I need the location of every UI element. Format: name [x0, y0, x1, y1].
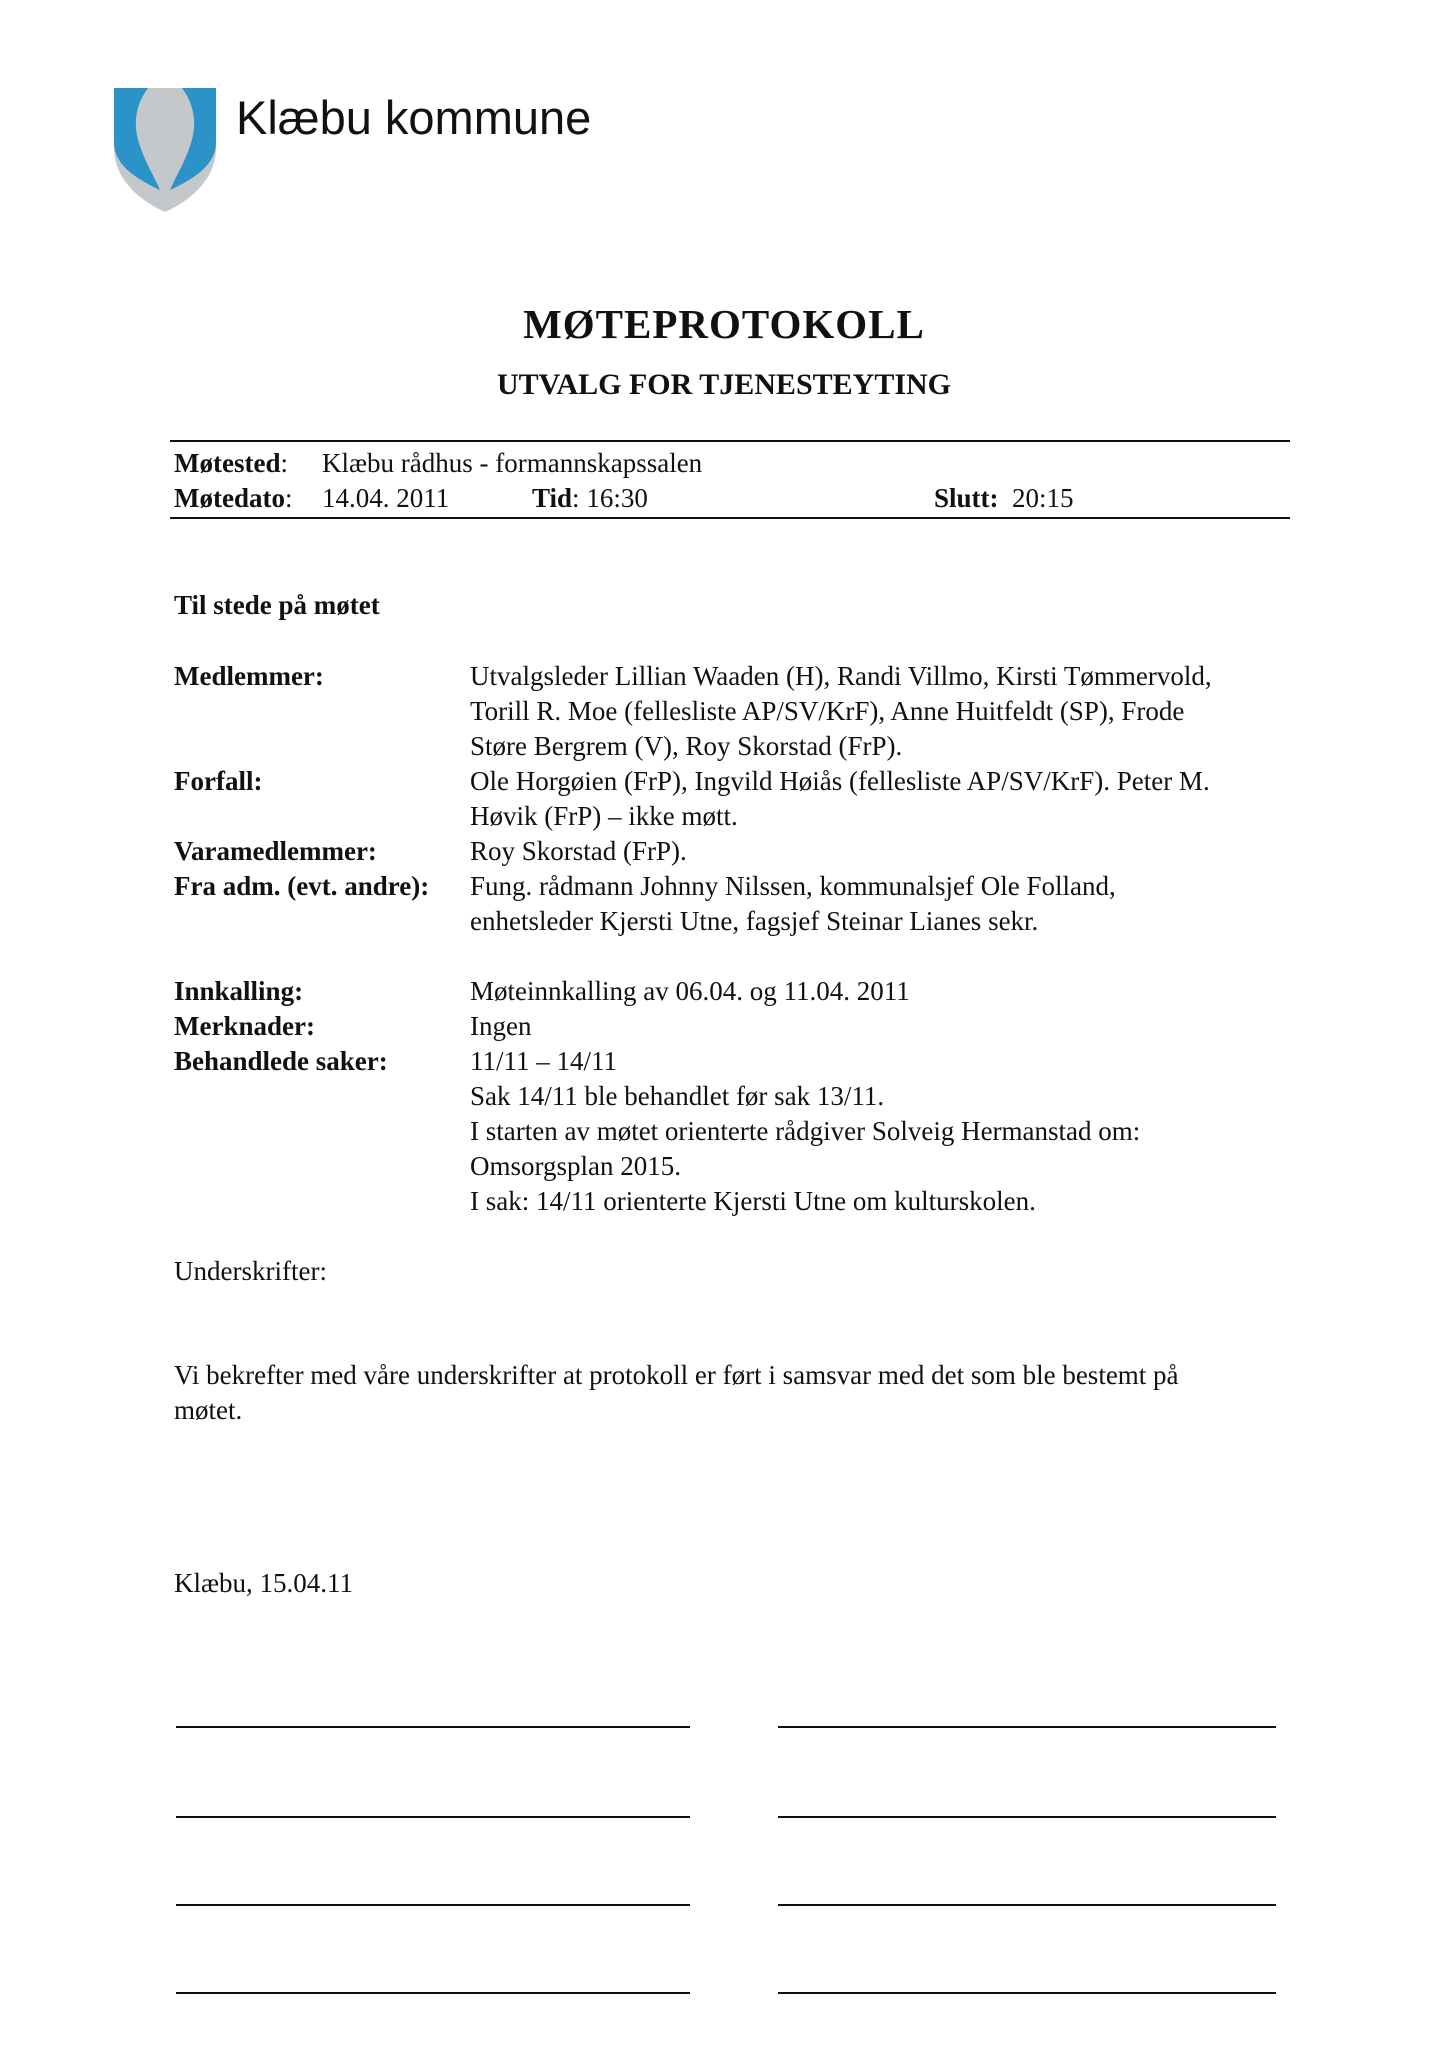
attendance-heading: Til stede på møtet [174, 590, 380, 620]
notice-value: Møteinnkalling av 06.04. og 11.04. 2011 [470, 976, 910, 1006]
admin-line: enhetsleder Kjersti Utne, fagsjef Steinar Lianes sekr. [470, 906, 1039, 936]
meeting-place-label: Møtested [174, 448, 281, 478]
meeting-time-label: Tid [532, 483, 573, 513]
signature-line [176, 1904, 690, 1906]
document-title: MØTEPROTOKOLL [523, 301, 925, 347]
cases-line: 11/11 – 14/11 [470, 1046, 617, 1076]
signature-line [778, 1904, 1276, 1906]
admin-line: Fung. rådmann Johnny Nilssen, kommunalsjef Ole Folland, [470, 871, 1116, 901]
statement-line: møtet. [174, 1395, 243, 1425]
members-line: Utvalgsleder Lillian Waaden (H), Randi Villmo, Kirsti Tømmervold, [470, 661, 1212, 691]
meeting-time-value: 16:30 [586, 483, 648, 513]
signature-line [778, 1816, 1276, 1818]
cases-line: Omsorgsplan 2015. [470, 1151, 682, 1181]
meeting-end-row [934, 481, 1074, 515]
members-line: Torill R. Moe (fellesliste AP/SV/KrF), Anne Huitfeldt (SP), Frode [470, 696, 1185, 726]
signature-line [778, 1992, 1276, 1994]
organization-name: Klæbu kommune [236, 91, 592, 144]
meeting-place-row: Møtested: [174, 448, 288, 478]
members-value [470, 659, 1290, 764]
meeting-place-value: Klæbu rådhus - formannskapssalen [322, 448, 703, 478]
signature-line [176, 1992, 690, 1994]
document-subtitle: UTVALG FOR TJENESTEYTING [496, 368, 951, 401]
cases-line: Sak 14/11 ble behandlet før sak 13/11. [470, 1081, 885, 1111]
deputies-value: Roy Skorstad (FrP). [470, 836, 687, 866]
cases-value [470, 1044, 1290, 1219]
admin-value [470, 869, 1290, 939]
remarks-value: Ingen [470, 1011, 532, 1041]
absent-line: Høvik (FrP) – ikke møtt. [470, 801, 738, 831]
deputies-label: Varamedlemmer: [174, 836, 377, 866]
municipality-coat-of-arms-icon [110, 86, 220, 214]
meeting-date-value: 14.04. 2011 [322, 483, 450, 513]
top-divider [170, 440, 1290, 442]
notice-label: Innkalling: [174, 976, 304, 1006]
meeting-end-value: 20:15 [1012, 483, 1074, 513]
signature-line [176, 1726, 690, 1728]
meeting-time-row: Tid: 16:30 [532, 483, 648, 513]
absent-label: Forfall: [174, 766, 263, 796]
members-label: Medlemmer: [174, 661, 324, 691]
admin-label: Fra adm. (evt. andre): [174, 871, 430, 901]
cases-line: I starten av møtet orienterte rådgiver Solveig Hermanstad om: [470, 1116, 1141, 1146]
signatures-statement [174, 1358, 1294, 1428]
remarks-label: Merknader: [174, 1011, 315, 1041]
meeting-end-label: Slutt: [934, 483, 999, 513]
absent-line: Ole Horgøien (FrP), Ingvild Høiås (fellesliste AP/SV/KrF). Peter M. [470, 766, 1210, 796]
signature-line [778, 1726, 1276, 1728]
statement-line: Vi bekrefter med våre underskrifter at protokoll er ført i samsvar med det som ble bestemt på [174, 1360, 1179, 1390]
bottom-divider [170, 517, 1290, 519]
meeting-date-label: Møtedato [174, 483, 285, 513]
signatures-label: Underskrifter: [174, 1256, 327, 1286]
members-line: Støre Bergrem (V), Roy Skorstad (FrP). [470, 731, 903, 761]
absent-value [470, 764, 1290, 834]
meeting-date-row: Møtedato: [174, 483, 293, 513]
cases-line: I sak: 14/11 orienterte Kjersti Utne om kulturskolen. [470, 1186, 1036, 1216]
signature-line [176, 1816, 690, 1818]
place-date: Klæbu, 15.04.11 [174, 1568, 354, 1598]
cases-label: Behandlede saker: [174, 1046, 388, 1076]
